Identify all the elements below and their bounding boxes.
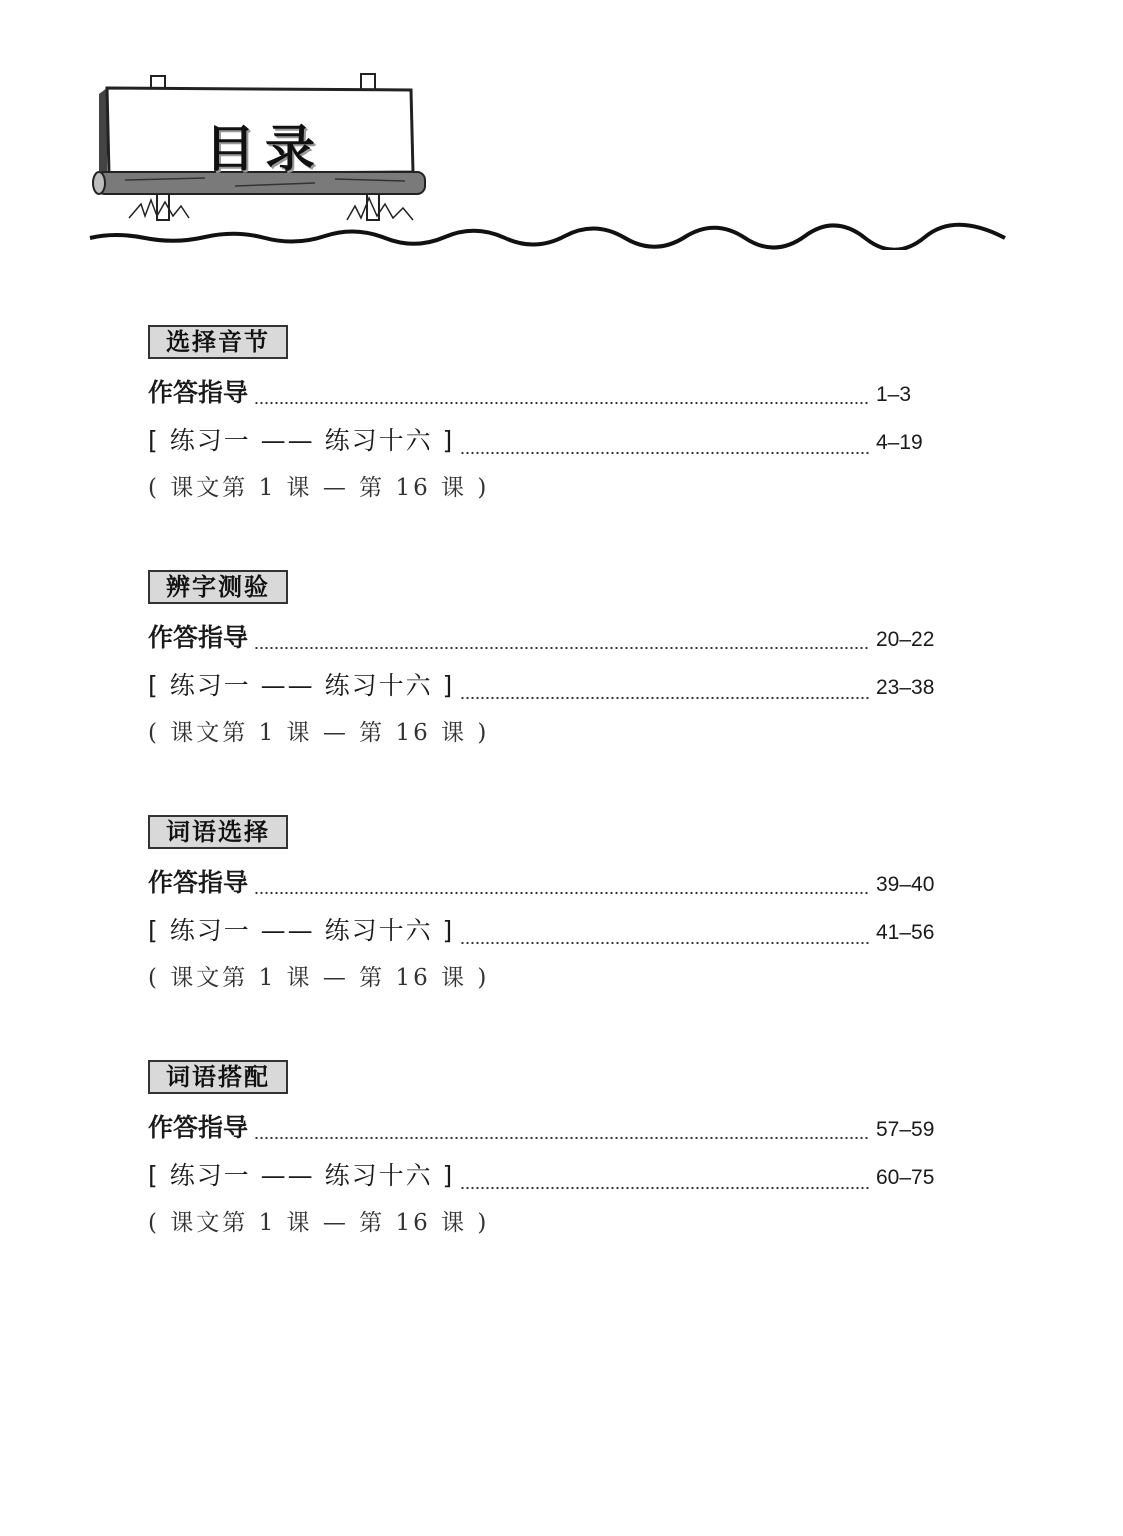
entry-label: 作答指导 — [148, 623, 249, 652]
page-range: 60–75 — [876, 1166, 935, 1189]
toc-entry-exercises[interactable] — [148, 911, 948, 957]
entry-label: 作答指导 — [148, 1113, 249, 1142]
dot-leader — [254, 646, 870, 650]
lesson-range-note: ( 课文第 1 课 — 第 16 课 ) — [148, 475, 490, 501]
entry-label: [ 练习一 —— 练习十六 ] — [148, 1161, 455, 1190]
dot-leader — [460, 696, 870, 700]
section-tab: 选择音节 — [148, 325, 288, 359]
page-range: 20–22 — [876, 628, 935, 651]
toc-entry-guide[interactable] — [148, 863, 948, 907]
entry-label: [ 练习一 —— 练习十六 ] — [148, 426, 455, 455]
section-tab: 词语搭配 — [148, 1060, 288, 1094]
entry-label: [ 练习一 —— 练习十六 ] — [148, 916, 455, 945]
toc-entry-exercises[interactable] — [148, 421, 948, 467]
dot-leader — [254, 401, 870, 405]
table-of-contents — [148, 325, 948, 1305]
section-tab: 辨字测验 — [148, 570, 288, 604]
toc-section-2 — [148, 570, 948, 815]
page-range: 23–38 — [876, 676, 935, 699]
dot-leader — [254, 1136, 870, 1140]
toc-entry-guide[interactable] — [148, 1108, 948, 1152]
lesson-range-note: ( 课文第 1 课 — 第 16 课 ) — [148, 1210, 490, 1236]
dot-leader — [254, 891, 870, 895]
section-tab: 词语选择 — [148, 815, 288, 849]
entry-label: 作答指导 — [148, 868, 249, 897]
toc-section-1 — [148, 325, 948, 570]
toc-entry-exercises[interactable] — [148, 666, 948, 712]
entry-label: [ 练习一 —— 练习十六 ] — [148, 671, 455, 700]
header-sign — [85, 70, 1010, 250]
toc-entry-exercises[interactable] — [148, 1156, 948, 1202]
toc-entry-guide[interactable] — [148, 373, 948, 417]
lesson-range-note: ( 课文第 1 课 — 第 16 课 ) — [148, 965, 490, 991]
toc-section-3 — [148, 815, 948, 1060]
page-title: 目录 — [205, 120, 325, 178]
dot-leader — [460, 941, 870, 945]
page-range: 41–56 — [876, 921, 935, 944]
page-range: 57–59 — [876, 1118, 935, 1141]
dot-leader — [460, 451, 870, 455]
page-range: 4–19 — [876, 431, 923, 454]
entry-label: 作答指导 — [148, 378, 249, 407]
dot-leader — [460, 1186, 870, 1190]
page-range: 1–3 — [876, 383, 912, 406]
toc-section-4 — [148, 1060, 948, 1305]
page-range: 39–40 — [876, 873, 935, 896]
lesson-range-note: ( 课文第 1 课 — 第 16 课 ) — [148, 720, 490, 746]
toc-entry-guide[interactable] — [148, 618, 948, 662]
